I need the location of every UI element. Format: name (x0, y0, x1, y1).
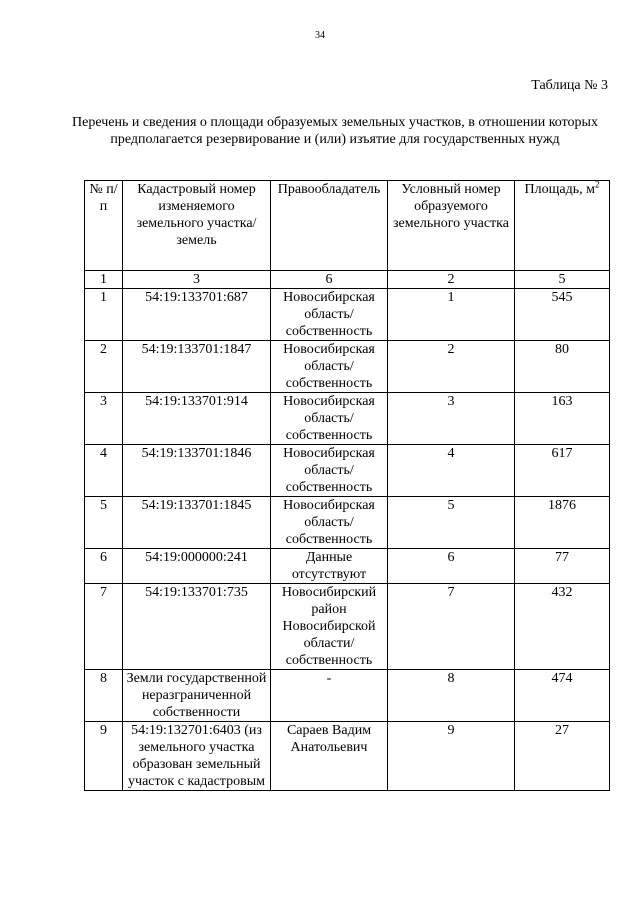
cell-conditional: 4 (388, 445, 515, 497)
cell-owner: Сараев Вадим Анатольевич (271, 722, 388, 791)
cell-owner: - (271, 670, 388, 722)
cell-num: 7 (85, 584, 123, 670)
cell-area: 432 (515, 584, 610, 670)
cell-cadastral: 54:19:132701:6403 (из земельного участка образован земельный участок с кадастровым (123, 722, 271, 791)
cell-cadastral: 54:19:133701:1845 (123, 497, 271, 549)
header-area-label: Площадь, м (524, 182, 595, 197)
table-row (85, 584, 610, 670)
cell-cadastral: 54:19:133701:914 (123, 393, 271, 445)
index-cell: 6 (271, 271, 388, 289)
table-row (85, 445, 610, 497)
table-row (85, 670, 610, 722)
cell-num: 3 (85, 393, 123, 445)
cell-owner: Новосибирский район Новосибирской области/ собственность (271, 584, 388, 670)
cell-area: 80 (515, 341, 610, 393)
cell-num: 8 (85, 670, 123, 722)
cell-area: 1876 (515, 497, 610, 549)
cell-num: 9 (85, 722, 123, 791)
cell-num: 6 (85, 549, 123, 584)
cell-area: 163 (515, 393, 610, 445)
cell-num: 1 (85, 289, 123, 341)
index-cell: 5 (515, 271, 610, 289)
cell-owner: Новосибирская область/ собственность (271, 341, 388, 393)
cell-conditional: 2 (388, 341, 515, 393)
table-row (85, 497, 610, 549)
cell-cadastral: 54:19:133701:1846 (123, 445, 271, 497)
cell-conditional: 6 (388, 549, 515, 584)
cell-cadastral: 54:19:133701:735 (123, 584, 271, 670)
table-row (85, 549, 610, 584)
cell-conditional: 7 (388, 584, 515, 670)
cell-area: 617 (515, 445, 610, 497)
table-body (85, 271, 610, 791)
land-plots-table (84, 180, 610, 791)
index-cell: 3 (123, 271, 271, 289)
cell-owner: Новосибирская область/ собственность (271, 393, 388, 445)
table-row (85, 289, 610, 341)
header-area (515, 181, 610, 271)
page-number: 34 (315, 30, 325, 41)
index-cell: 2 (388, 271, 515, 289)
cell-conditional: 1 (388, 289, 515, 341)
index-cell: 1 (85, 271, 123, 289)
cell-owner: Новосибирская область/ собственность (271, 289, 388, 341)
cell-cadastral: 54:19:133701:1847 (123, 341, 271, 393)
index-row (85, 271, 610, 289)
cell-num: 5 (85, 497, 123, 549)
header-area-sup: 2 (594, 179, 600, 190)
table-label: Таблица № 3 (531, 78, 608, 93)
cell-conditional: 9 (388, 722, 515, 791)
header-row (85, 181, 610, 271)
cell-cadastral: 54:19:000000:241 (123, 549, 271, 584)
cell-area: 27 (515, 722, 610, 791)
table-row (85, 393, 610, 445)
cell-owner: Данные отсутствуют (271, 549, 388, 584)
cell-area: 474 (515, 670, 610, 722)
header-cadastral: Кадастровый номер изменяемого земельного участка/земель (123, 181, 271, 271)
cell-area: 545 (515, 289, 610, 341)
cell-num: 4 (85, 445, 123, 497)
cell-owner: Новосибирская область/ собственность (271, 497, 388, 549)
table-row (85, 341, 610, 393)
cell-num: 2 (85, 341, 123, 393)
cell-conditional: 3 (388, 393, 515, 445)
table-row (85, 722, 610, 791)
cell-owner: Новосибирская область/ собственность (271, 445, 388, 497)
cell-area: 77 (515, 549, 610, 584)
table-title: Перечень и сведения о площади образуемых земельных участков, в отношении которых предполагается резервирование и (или) изъятие для государственных нужд (72, 115, 598, 147)
cell-cadastral: Земли государственной неразграниченной собственности (123, 670, 271, 722)
header-conditional: Условный номер образуемого земельного участка (388, 181, 515, 271)
header-num: № п/п (85, 181, 123, 271)
cell-conditional: 8 (388, 670, 515, 722)
cell-conditional: 5 (388, 497, 515, 549)
cell-cadastral: 54:19:133701:687 (123, 289, 271, 341)
header-owner: Правообладатель (271, 181, 388, 271)
